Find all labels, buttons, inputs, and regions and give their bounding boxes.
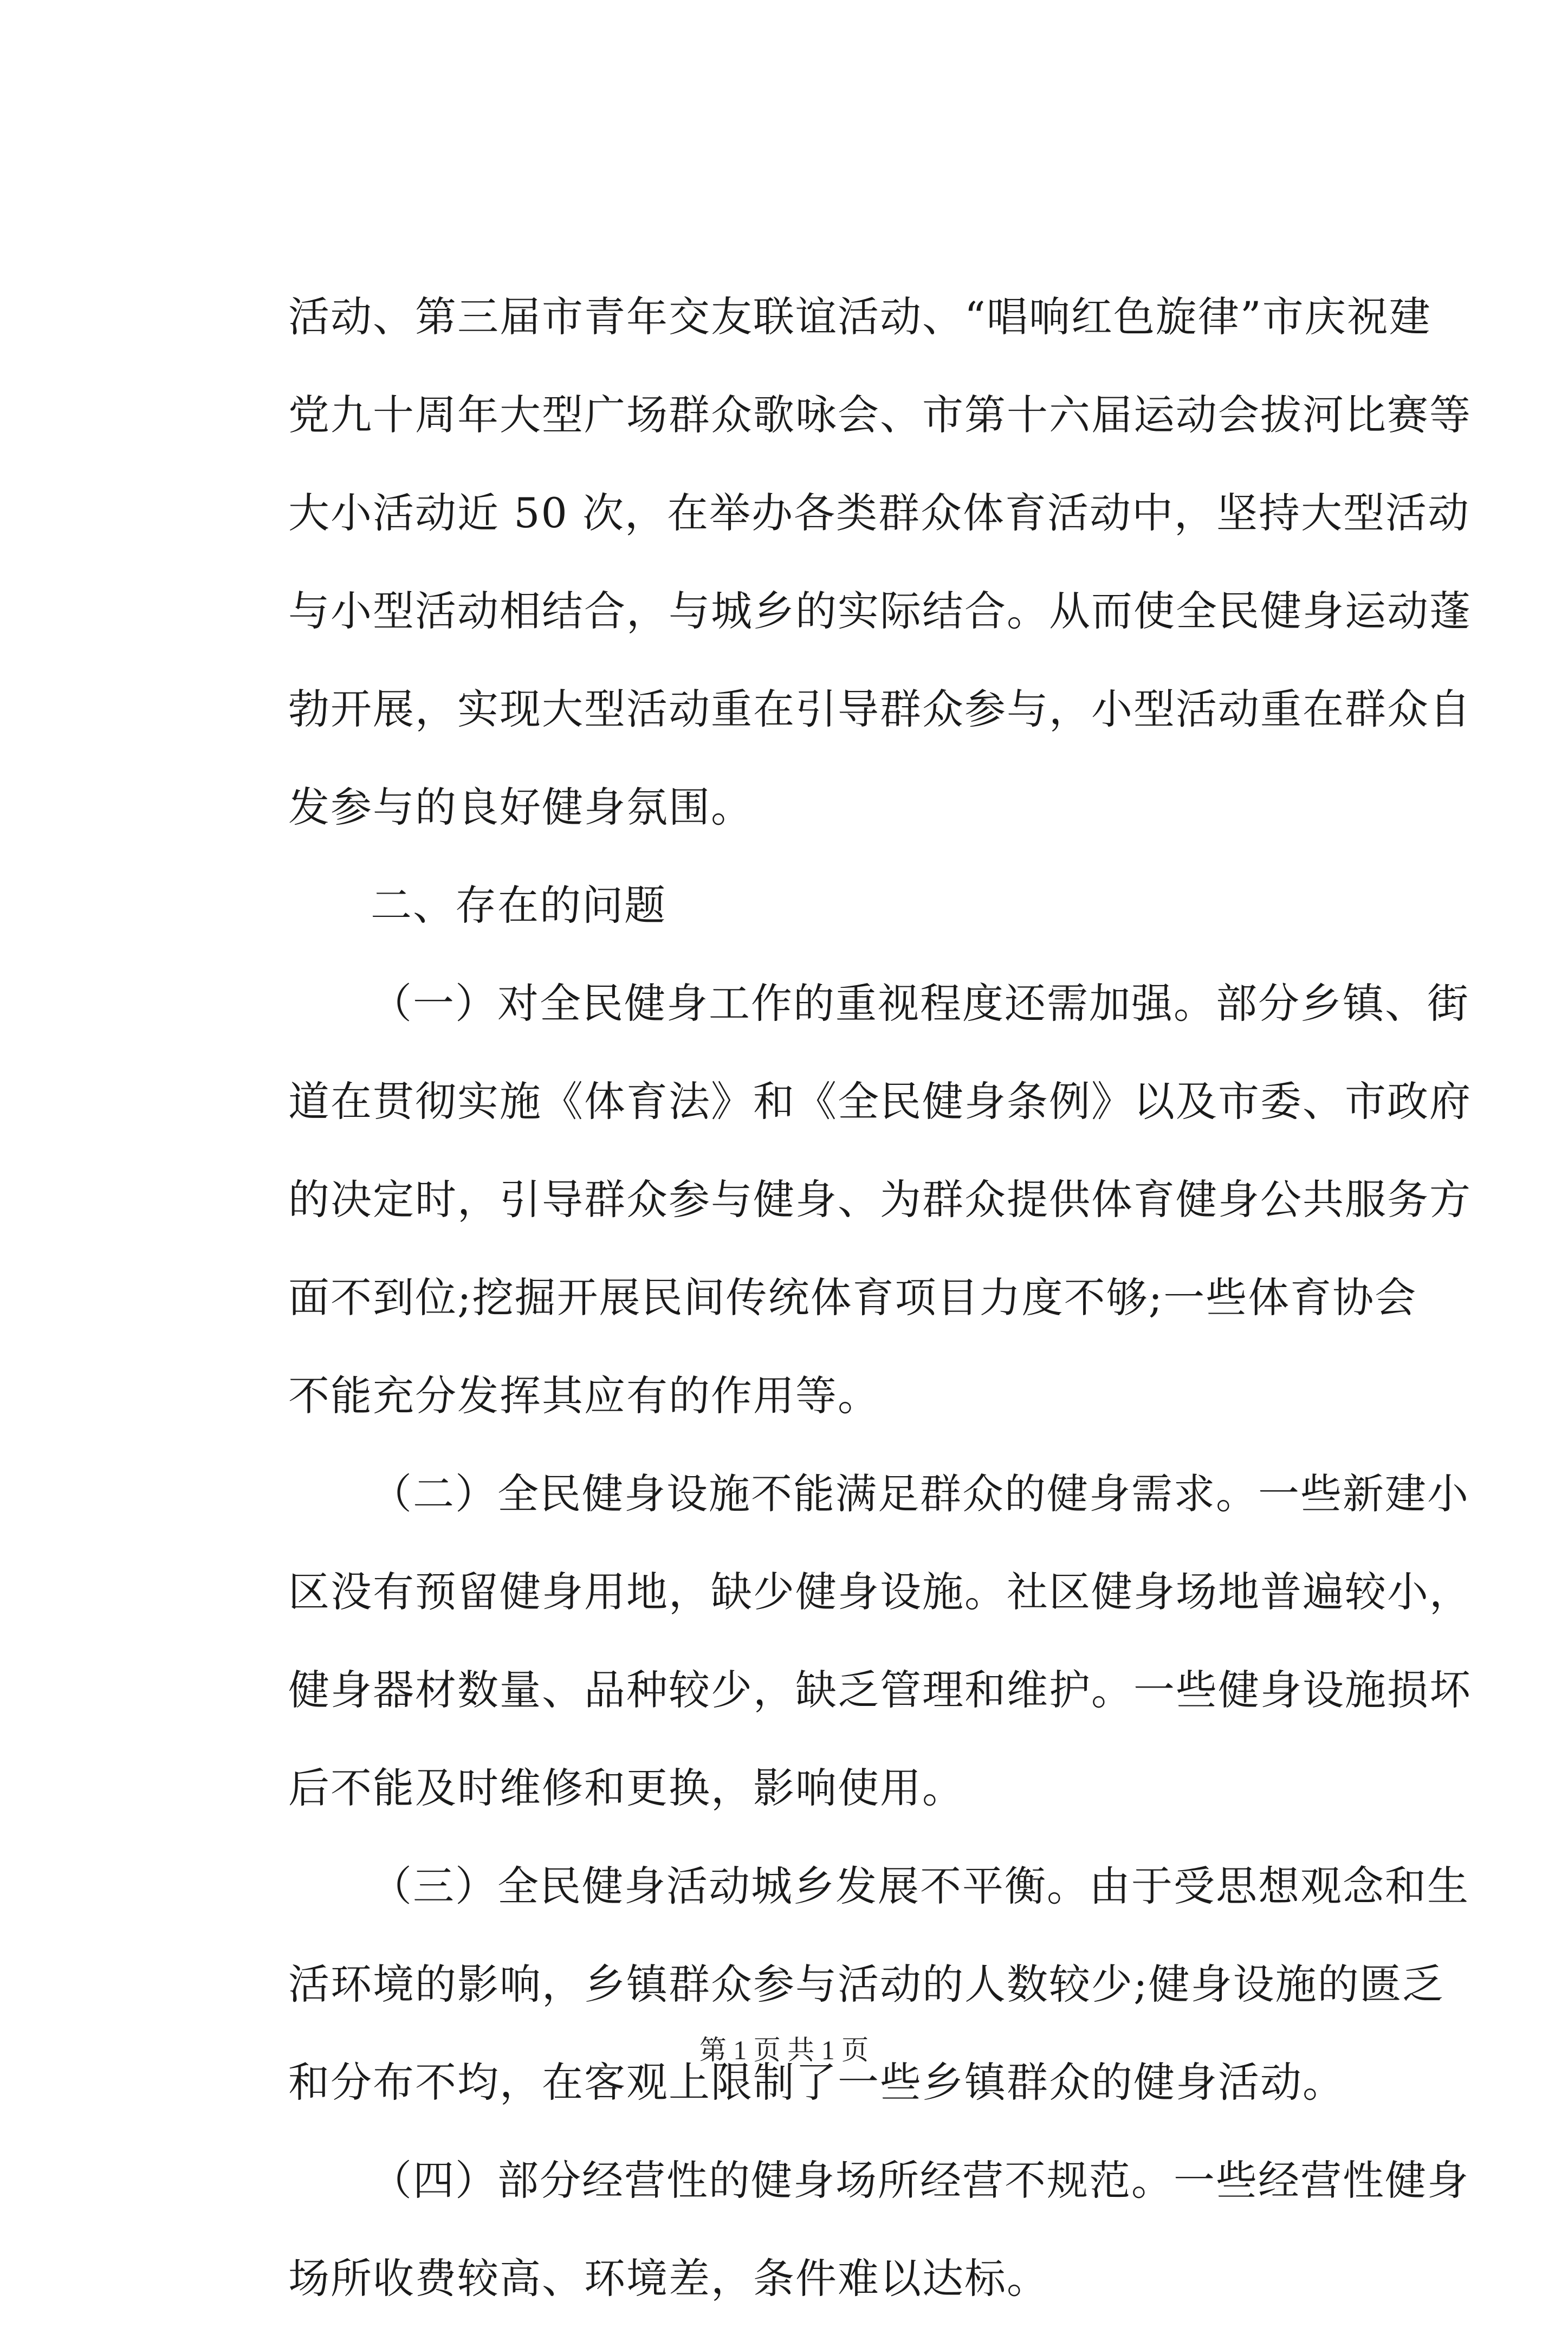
text-line: 道在贯彻实施《体育法》和《全民健身条例》以及市委、市政府 [288, 1077, 1472, 1126]
paragraph-first-line: （一）对全民健身工作的重视程度还需加强。部分乡镇、街 [371, 979, 1469, 1027]
text-line: 和分布不均，在客观上限制了一些乡镇群众的健身活动。 [288, 2058, 1345, 2106]
text-line: 党九十周年大型广场群众歌咏会、市第十六届运动会拔河比赛等 [288, 391, 1472, 439]
text-line: 勃开展，实现大型活动重在引导群众参与，小型活动重在群众自 [288, 685, 1472, 733]
page-footer: 第 1 页 共 1 页 [699, 2035, 869, 2065]
text-line: 的决定时，引导群众参与健身、为群众提供体育健身公共服务方 [288, 1175, 1472, 1224]
text-line: 大小活动近 50 次，在举办各类群众体育活动中，坚持大型活动 [288, 489, 1470, 537]
text-line: 不能充分发挥其应有的作用等。 [288, 1372, 880, 1420]
text-line: 活动、第三届市青年交友联谊活动、“唱响红色旋律”市庆祝建 [288, 293, 1431, 341]
text-line: 健身器材数量、品种较少，缺乏管理和维护。一些健身设施损坏 [288, 1666, 1472, 1714]
text-line: 发参与的良好健身氛围。 [288, 783, 753, 831]
text-line: 场所收费较高、环境差，条件难以达标。 [288, 2254, 1049, 2303]
text-line: 后不能及时维修和更换，影响使用。 [288, 1764, 964, 1812]
paragraph-first-line: （四）部分经营性的健身场所经营不规范。一些经营性健身 [371, 2156, 1469, 2204]
paragraph-first-line: （三）全民健身活动城乡发展不平衡。由于受思想观念和生 [371, 1862, 1469, 1910]
text-line: 与小型活动相结合，与城乡的实际结合。从而使全民健身运动蓬 [288, 587, 1472, 635]
section-heading: 二、存在的问题 [371, 881, 666, 929]
paragraph-first-line: （二）全民健身设施不能满足群众的健身需求。一些新建小 [371, 1470, 1469, 1518]
text-line: 活环境的影响，乡镇群众参与活动的人数较少;健身设施的匮乏 [288, 1960, 1444, 2008]
text-line: 区没有预留健身用地，缺少健身设施。社区健身场地普遍较小， [288, 1568, 1472, 1616]
text-line: 面不到位;挖掘开展民间传统体育项目力度不够;一些体育协会 [288, 1273, 1417, 1322]
